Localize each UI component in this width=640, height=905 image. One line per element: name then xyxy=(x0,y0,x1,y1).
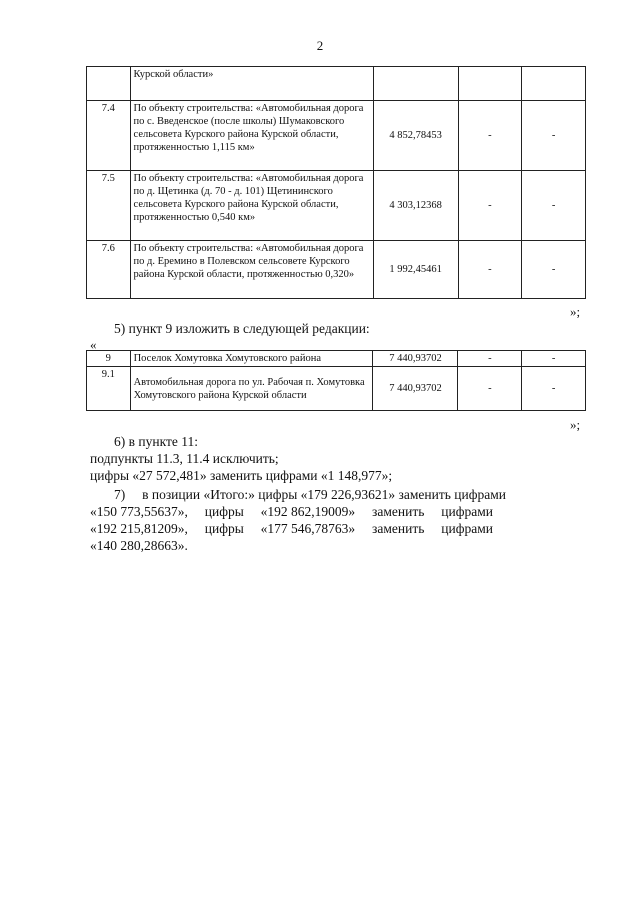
row-description: Курской области» xyxy=(130,67,373,101)
quote-close: »; xyxy=(570,417,581,432)
paragraph-6: 6) в пункте 11: xyxy=(114,434,198,449)
table-row xyxy=(87,171,586,241)
paragraph-6-digits: цифры «27 572,481» заменить цифрами «1 148,977»; xyxy=(90,468,393,483)
row-number xyxy=(87,67,131,101)
row-description: По объекту строительства: «Автомобильная дорога по д. Еремино в Полевском сельсовете Курского района Курской области, протяженностью 0,320» xyxy=(130,241,373,299)
row-description: По объекту строительства: «Автомобильная дорога по с. Введенское (после школы) Шумаковского сельсовета Курского района Курской области, протяженностью 1,115 км» xyxy=(130,101,373,171)
quote-close: »; xyxy=(570,304,581,319)
row-description: По объекту строительства: «Автомобильная дорога по д. Щетинка (д. 70 - д. 101) Щетининского сельсовета Курского района Курской области, протяженностью 0,540 км» xyxy=(130,171,373,241)
table-row xyxy=(87,67,586,101)
row-col4: - xyxy=(458,101,522,171)
row-number: 7.5 xyxy=(87,171,131,241)
row-value: 7 440,93702 xyxy=(373,367,458,411)
row-number: 7.6 xyxy=(87,241,131,299)
row-description: Поселок Хомутовка Хомутовского района xyxy=(130,351,373,367)
paragraph-7-line-3: «192 215,81209», цифры «177 546,78763» заменить цифрами xyxy=(90,521,493,536)
page-number: 2 xyxy=(316,38,324,53)
paragraph-6-sub: подпункты 11.3, 11.4 исключить; xyxy=(90,451,279,466)
row-col4: - xyxy=(458,367,522,411)
paragraph-7-line-2: «150 773,55637», цифры «192 862,19009» заменить цифрами xyxy=(90,504,493,519)
objects-table-7 xyxy=(86,66,586,299)
row-value: 4 852,78453 xyxy=(373,101,458,171)
table-row xyxy=(87,351,586,367)
row-col4: - xyxy=(458,351,522,367)
table-row xyxy=(87,241,586,299)
table-row xyxy=(87,367,586,411)
objects-table-9 xyxy=(86,350,586,411)
paragraph-7-line-4: «140 280,28663». xyxy=(90,538,188,553)
row-value: 7 440,93702 xyxy=(373,351,458,367)
row-col5 xyxy=(522,67,586,101)
paragraph-7-line-1: 7) в позиции «Итого:» цифры «179 226,93621» заменить цифрами xyxy=(114,487,506,502)
quote-open: « xyxy=(90,337,97,352)
row-number: 7.4 xyxy=(87,101,131,171)
row-col4: - xyxy=(458,241,522,299)
table-row xyxy=(87,101,586,171)
row-col5: - xyxy=(522,101,586,171)
row-col5: - xyxy=(522,367,586,411)
row-value xyxy=(373,67,458,101)
row-description: Автомобильная дорога по ул. Рабочая п. Хомутовка Хомутовского района Курской области xyxy=(130,367,373,411)
row-value: 4 303,12368 xyxy=(373,171,458,241)
row-number: 9 xyxy=(87,351,131,367)
row-col5: - xyxy=(522,351,586,367)
row-col4 xyxy=(458,67,522,101)
paragraph-5: 5) пункт 9 изложить в следующей редакции: xyxy=(114,321,370,336)
row-number: 9.1 xyxy=(87,367,131,411)
row-col5: - xyxy=(522,241,586,299)
row-col4: - xyxy=(458,171,522,241)
row-value: 1 992,45461 xyxy=(373,241,458,299)
row-col5: - xyxy=(522,171,586,241)
